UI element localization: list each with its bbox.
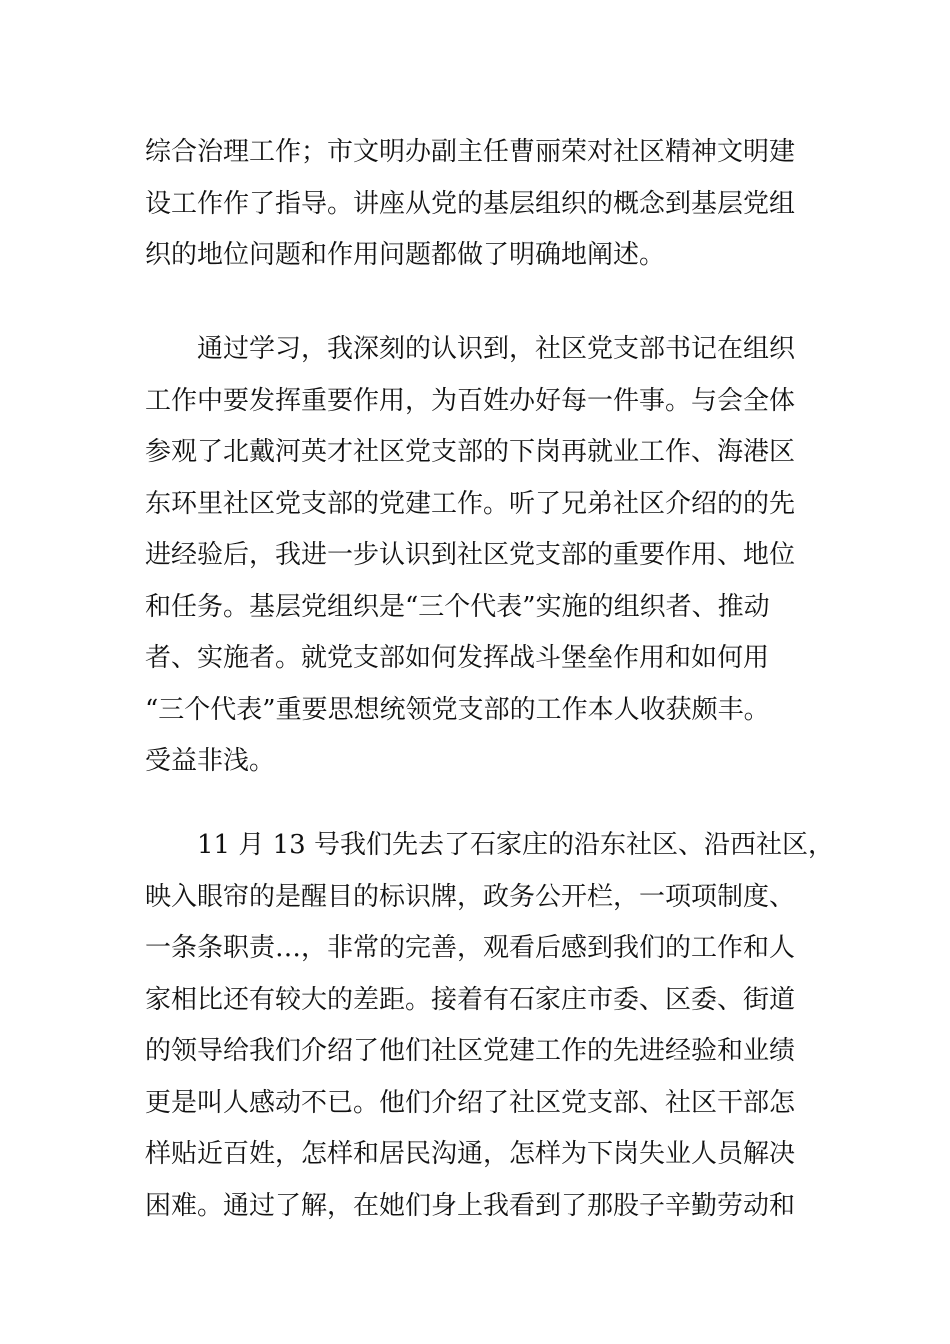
paragraph-line: 11 月 13 号我们先去了石家庄的沿东社区、沿西社区， bbox=[197, 830, 834, 860]
paragraph-line: 织的地位问题和作用问题都做了明确地阐述。 bbox=[145, 240, 666, 270]
paragraph-line: “三个代表”重要思想统领党支部的工作本人收获颇丰。 bbox=[145, 694, 770, 725]
paragraph-line: 映入眼帘的是醒目的标识牌，政务公开栏，一项项制度、 bbox=[145, 881, 796, 912]
paragraph-line: 更是叫人感动不已。他们介绍了社区党支部、社区干部怎 bbox=[145, 1087, 796, 1118]
paragraph-line: 者、实施者。就党支部如何发挥战斗堡垒作用和如何用 bbox=[145, 643, 770, 673]
paragraph-line: 设工作作了指导。讲座从党的基层组织的概念到基层党组 bbox=[145, 188, 796, 219]
paragraph-line: 样贴近百姓，怎样和居民沟通，怎样为下岗失业人员解决 bbox=[145, 1139, 796, 1169]
paragraph-line: 和任务。基层党组织是“三个代表”实施的组织者、推动 bbox=[145, 591, 770, 622]
paragraph-3 bbox=[145, 820, 834, 1232]
paragraph-line: 困难。通过了解，在她们身上我看到了那股子辛勤劳动和 bbox=[145, 1190, 796, 1221]
paragraph-line: 参观了北戴河英才社区党支部的下岗再就业工作、海港区 bbox=[145, 437, 796, 467]
paragraph-1 bbox=[145, 127, 815, 282]
paragraph-line: 受益非浅。 bbox=[145, 746, 276, 776]
paragraph-line: 一条条职责…，非常的完善，观看后感到我们的工作和人 bbox=[145, 933, 796, 963]
paragraph-2 bbox=[145, 324, 815, 788]
paragraph-line: 工作中要发挥重要作用，为百姓办好每一件事。与会全体 bbox=[145, 385, 796, 416]
paragraph-line: 家相比还有较大的差距。接着有石家庄市委、区委、街道 bbox=[145, 984, 796, 1015]
paragraph-line: 进经验后，我进一步认识到社区党支部的重要作用、地位 bbox=[145, 540, 796, 570]
paragraph-line: 通过学习，我深刻的认识到，社区党支部书记在组织 bbox=[197, 334, 796, 364]
paragraph-line: 的领导给我们介绍了他们社区党建工作的先进经验和业绩 bbox=[145, 1036, 796, 1066]
paragraph-line: 东环里社区党支部的党建工作。听了兄弟社区介绍的的先 bbox=[145, 488, 796, 519]
paragraph-line: 综合治理工作；市文明办副主任曹丽荣对社区精神文明建 bbox=[145, 137, 796, 167]
